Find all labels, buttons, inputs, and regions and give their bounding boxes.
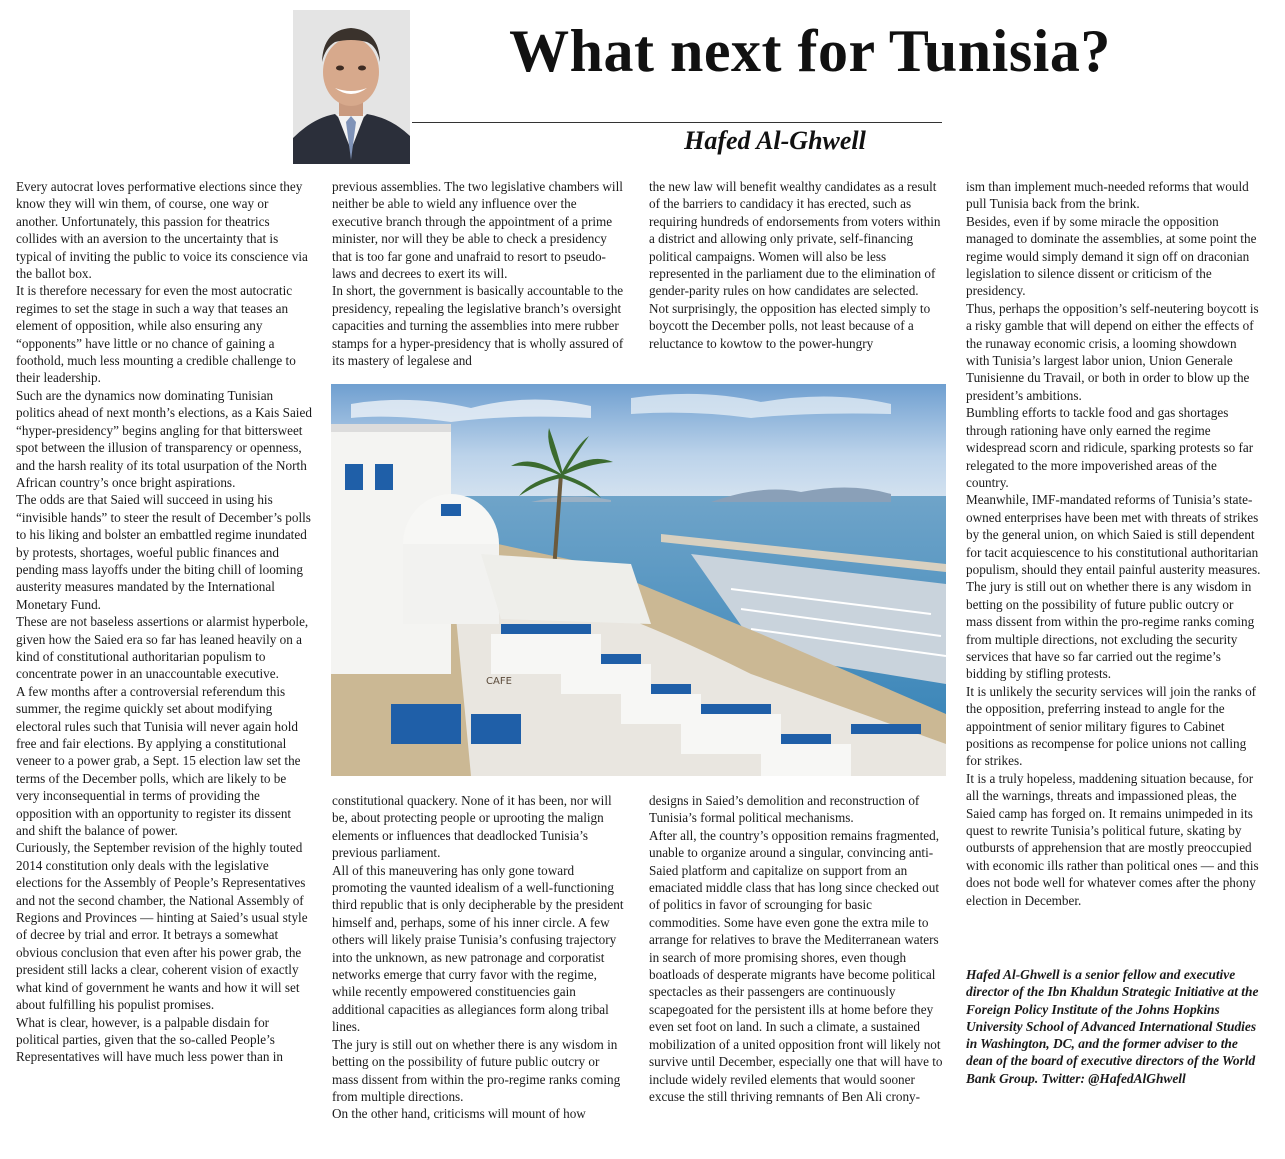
paragraph: previous assemblies. The two legislative chambers will neither be able to wield any influence over the executive branch through the appointment of a prime minister, nor will they be able to check a presidency that is too far gone and unafraid to resort to pseudo-laws and decrees to exert its will. (332, 179, 623, 282)
cafe-sign-text: CAFE (486, 676, 512, 687)
paragraph: A few months after a controversial referendum this summer, the regime quickly set about modifying electoral rules such that Tunisia will never again hold free and fair elections. By applying a constitutional veneer to a power grab, a Sept. 15 election law set the terms of the December polls, which are likely to be very inconsequential in terms of providing the opposition with an opportunity to register its dissent and shift the balance of power. (16, 683, 301, 839)
article-headline: What next for Tunisia? (509, 18, 1111, 84)
paragraph: the new law will benefit wealthy candidates as a result of the barriers to candidacy it has erected, such as requiring hundreds of endorsements from voters within a district and allowing only private, self-financing political campaigns. Women will also be less represented in the parliament due to the elimination of gender-parity rules on how candidates are selected. (649, 179, 941, 299)
paragraph: Curiously, the September revision of the highly touted 2014 constitution only deals with the legislative elections for the Assembly of People’s Representatives and not the second chamber, the National Assembly of Regions and Provinces — hinting at Saied’s usual style of decree by trial and error. It betrays a somewhat obvious conclusion that even after his power grab, the president still lacks a clear, coherent vision of exactly what kind of government he wants and how it will set about fulfilling his populist promises. (16, 840, 308, 1013)
paragraph: ism than implement much-needed reforms that would pull Tunisia back from the brink. (966, 179, 1249, 212)
paragraph: It is therefore necessary for even the most autocratic regimes to set the stage in such a way that teases an element of opposition, while also ensuring any “opponents” have little or no chance of gaining a foothold, much less mounting a credible challenge to their leadership. (16, 283, 296, 386)
paragraph: It is a truly hopeless, maddening situation because, for all the warnings, threats and impassioned pleas, the Saied camp has forged on. It remains unimpeded in its quest to rewrite Tunisia’s political future, skating by outbursts of apprehension that are mostly preoccupied with economic ills rather than political ones — and this does not bode well for whatever comes after the phony election in December. (966, 770, 1259, 908)
author-byline: Hafed Al-Ghwell (684, 126, 866, 155)
paragraph: These are not baseless assertions or alarmist hyperbole, given how the Saied era so far has leaned heavily on a kind of constitutional authoritarian populism to concentrate power in an unaccountable executive. (16, 614, 309, 682)
article-column-3-bottom (649, 792, 945, 1105)
paragraph: Besides, even if by some miracle the opposition managed to dominate the assemblies, at some point the regime would simply demand it sign off on draconian legislation to silence dissent or criticism of the presidency. (966, 213, 1257, 299)
article-column-1 (16, 178, 312, 1066)
paragraph: designs in Saied’s demolition and reconstruction of Tunisia’s formal political mechanisms. (649, 793, 920, 826)
sidi-bou-said-harbor-image (331, 384, 946, 776)
byline-divider (412, 122, 942, 123)
paragraph: Not surprisingly, the opposition has elected simply to boycott the December polls, not least because of a reluctance to kowtow to the power-hungry (649, 300, 931, 351)
paragraph: All of this maneuvering has only gone toward promoting the vaunted idealism of a well-functioning third republic that is only decipherable by the president himself and, perhaps, some of his inner circle. A few others will likely praise Tunisia’s confusing trajectory into the unknown, as new patronage and corporatist networks emerge that curry favor with the regime, while recently empowered constituencies gain additional capacities as allegiances form along tribal lines. (332, 862, 624, 1035)
paragraph: Every autocrat loves performative elections since they know they will win them, of course, one way or another. Unfortunately, this passion for theatrics collides with an aversion to the uncertainty that is typical of inviting the public to voice its conscience via the ballot box. (16, 179, 308, 282)
article-column-2-top (332, 178, 628, 369)
paragraph: Bumbling efforts to tackle food and gas shortages through rationing have only earned the regime widespread scorn and ridicule, sparking protests so far relegated to the more impoverished areas of the country. (966, 405, 1254, 490)
paragraph: After all, the country’s opposition remains fragmented, unable to organize around a singular, convincing anti-Saied platform and capitalize on support from an emaciated middle class that has long since checked out of politics in favor of scrounging for basic commodities. Some have even gone the extra mile to arrange for relatives to brave the Mediterranean waters in search of more promising shores, even though boatloads of desperate migrants have become political spectacles as their passengers are continuously scapegoated for the persistent ills at home before they even set foot on land. In such a climate, a sustained mobilization of a united opposition front will likely not survive until December, especially one that will have to include widely reviled elements that would sooner excuse the still thriving remnants of Ben Ali crony- (649, 827, 943, 1104)
paragraph: In short, the government is basically accountable to the presidency, repealing the legislative branch’s oversight capacities and turning the assemblies into mere rubber stamps for a hyper-presidency that is wholly assured of its mastery of legalese and (332, 283, 624, 369)
paragraph: Meanwhile, IMF-mandated reforms of Tunisia’s state-owned enterprises have been met with threats of strikes by the general union, on which Saied is still dependent for tacit acquiescence to his constitutional authoritarian populism, should they entail painful austerity measures. (966, 492, 1261, 577)
paragraph: Thus, perhaps the opposition’s self-neutering boycott is a risky gamble that will depend on either the effects of the runaway economic crisis, a looming showdown with Tunisia’s largest labor union, Union Generale Tunisienne du Travail, or both in order to blow up the president’s ambitions. (966, 300, 1259, 403)
author-headshot (293, 10, 410, 164)
author-portrait-image (293, 10, 410, 164)
article-column-3-top (649, 178, 945, 352)
article-column-2-bottom (332, 792, 628, 1123)
paragraph: The jury is still out on whether there is any wisdom in betting on the possibility of future public outcry or mass dissent from within the pro-regime ranks coming from multiple directions, not excluding the security services that have so far carried out the regime’s bidding by stifling protests. (966, 579, 1255, 682)
article-column-4 (966, 178, 1262, 909)
author-bio: Hafed Al-Ghwell is a senior fellow and executive director of the Ibn Khaldun Strategic Initiative at the Foreign Policy Institute of the Johns Hopkins University School of Advanced International Studies in Washington, DC, and the former adviser to the dean of the board of executive directors of the World Bank Group. Twitter: @HafedAlGhwell (966, 967, 1259, 1086)
article-photo (331, 384, 946, 776)
paragraph: It is unlikely the security services will join the ranks of the opposition, preferring instead to angle for the appointment of senior military figures to Cabinet positions as recompense for police unions not calling for strikes. (966, 683, 1257, 769)
paragraph: What is clear, however, is a palpable disdain for political parties, given that the so-called People’s Representatives will have much less power than in (16, 1014, 283, 1065)
paragraph: Such are the dynamics now dominating Tunisian politics ahead of next month’s elections, as a Kais Saied “hyper-presidency” begins angling for that bittersweet spot between the illusion of transparency or openness, and the harsh reality of its total usurpation of the North African country’s once bright aspirations. (16, 387, 312, 490)
paragraph: constitutional quackery. None of it has been, nor will be, about protecting people or uprooting the malign elements or influences that deadlocked Tunisia’s previous parliament. (332, 793, 612, 861)
paragraph: The odds are that Saied will succeed in using his “invisible hands” to steer the result of December’s polls to his liking and bolster an embattled regime inundated by protests, shortages, woeful public finances and pending mass layoffs under the biting chill of looming austerity measures mandated by the International Monetary Fund. (16, 492, 311, 612)
paragraph: On the other hand, criticisms will mount of how (332, 1106, 586, 1122)
paragraph: The jury is still out on whether there is any wisdom in betting on the possibility of future public outcry or mass dissent from within the pro-regime ranks coming from multiple directions. (332, 1036, 621, 1104)
